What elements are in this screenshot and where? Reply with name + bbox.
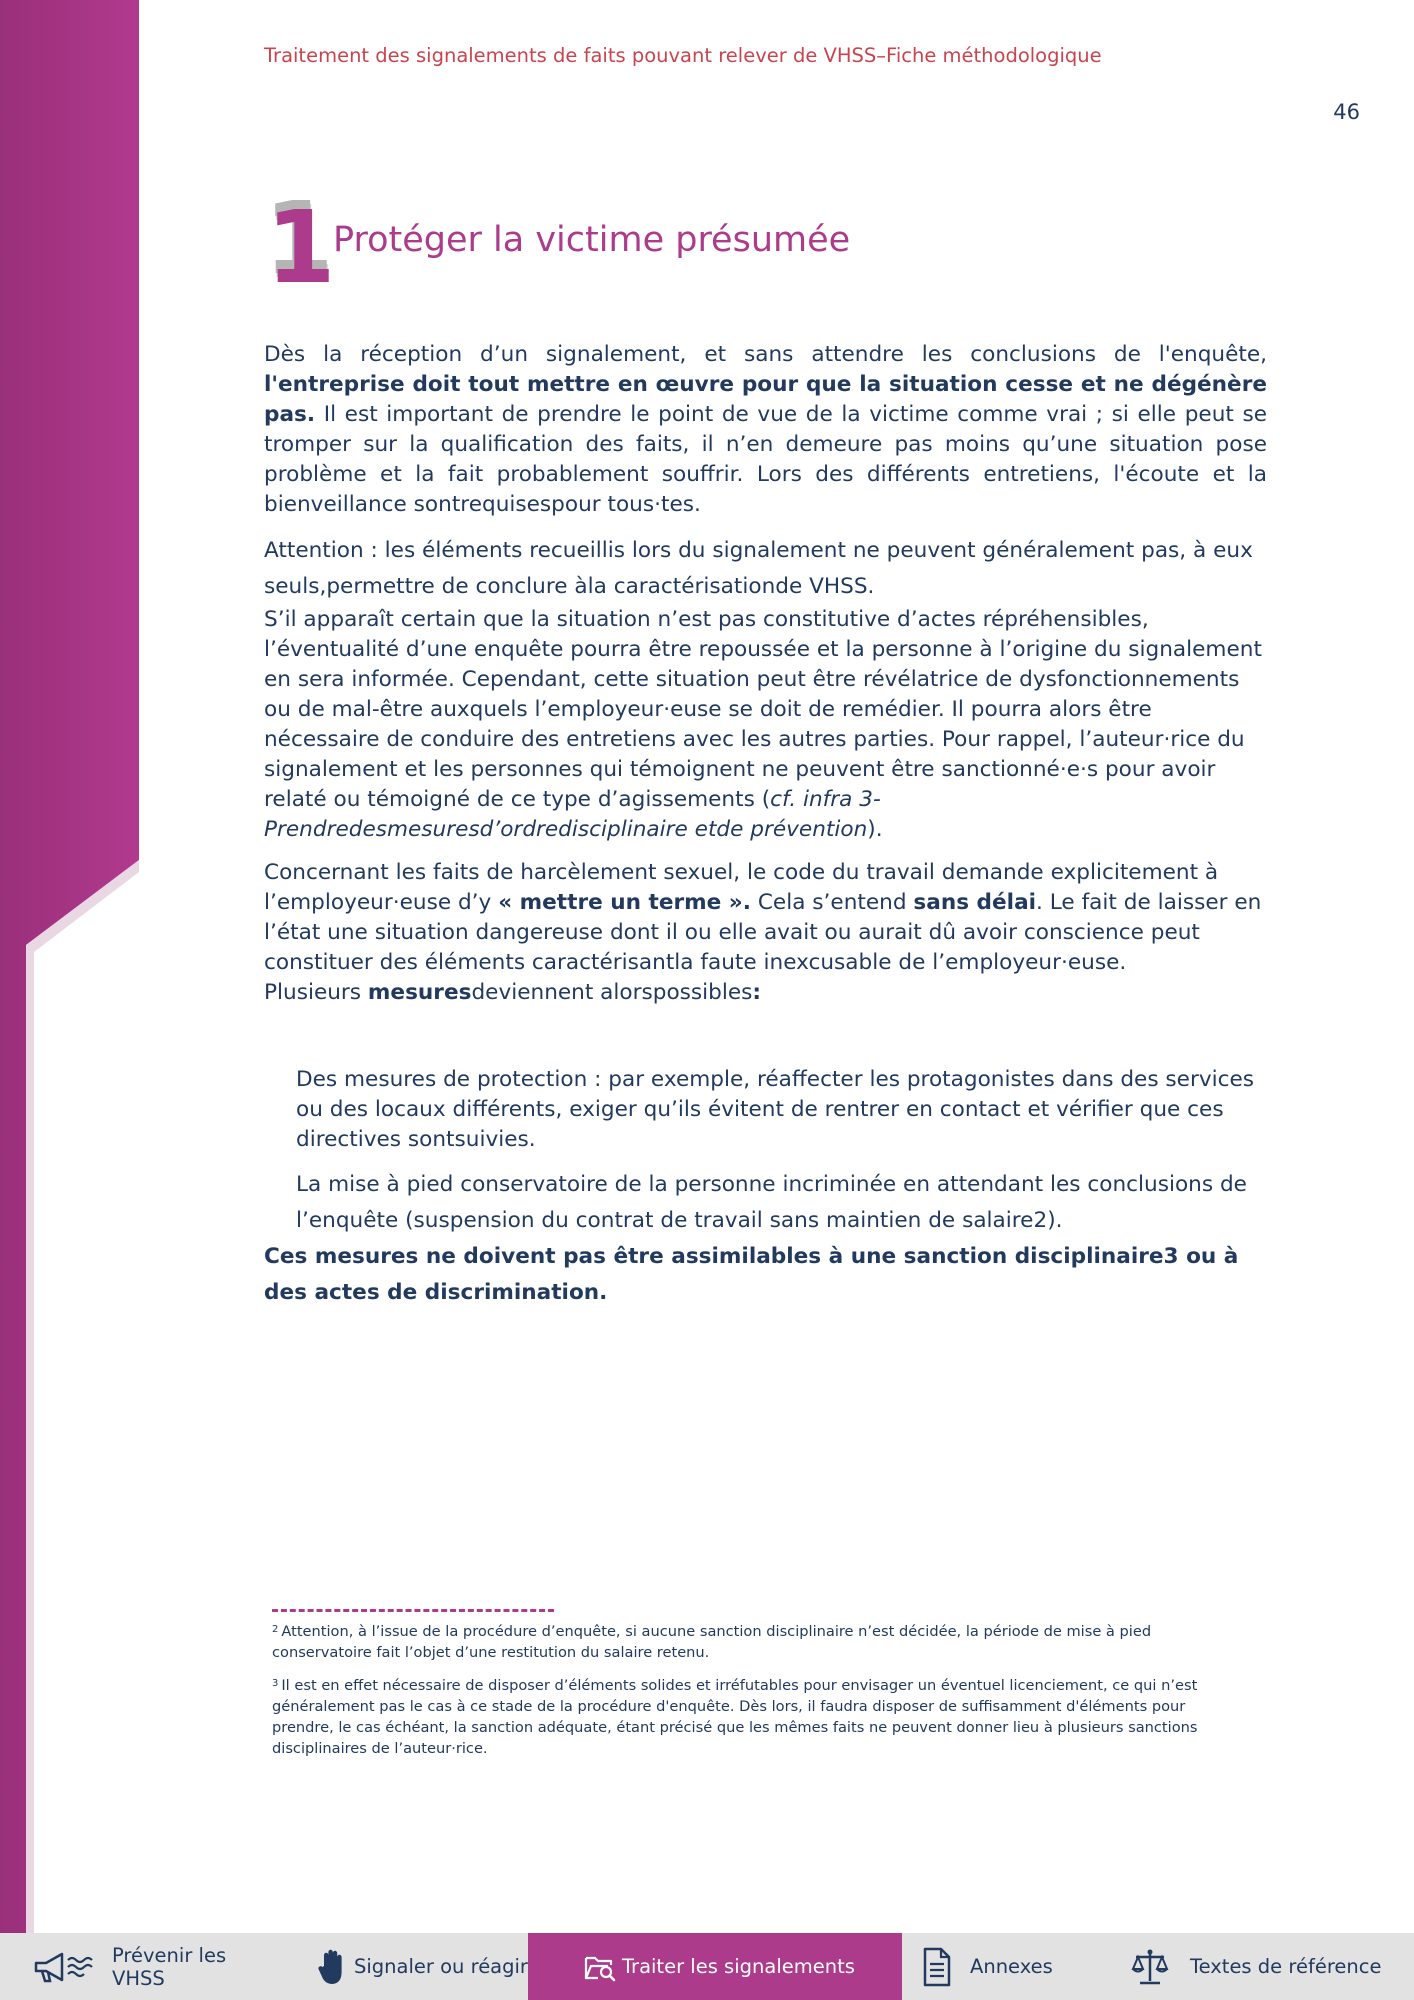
measure-suspension: La mise à pied conservatoire de la personne incriminée en attendant les conclusions de l’enquête (suspension du contrat de travail sans maintien de salaire2). <box>296 1172 1247 1233</box>
paragraph-harassment: Concernant les faits de harcèlement sexuel, le code du travail demande explicitement à l’employeur·euse d’y « mettre un terme ». Cela s’entend sans délai. Le fait de laisser en l’état une situation dangereuse dont il ou elle avait ou aurait dû avoir conscience peut constituer des éléments caractérisantla faute inexcusable de l’employeur·euse. <box>264 860 1262 975</box>
nav-label: Annexes <box>970 1955 1053 1978</box>
section-number: 1 <box>266 189 336 306</box>
paragraph-measures-intro: Plusieurs mesuresdeviennent alorspossibles: <box>264 980 762 1005</box>
measure-protection: Des mesures de protection : par exemple, réaffecter les protagonistes dans des services ou des locaux différents, exiger qu’ils évitent de rentrer en contact et vérifier que ces directives sontsuivies. <box>296 1067 1255 1152</box>
section-title: Protéger la victime présumée <box>333 220 851 260</box>
hand-icon <box>318 1948 346 1986</box>
main-content <box>264 340 1267 1311</box>
bottom-navigation <box>0 1933 1414 2000</box>
scales-icon <box>1130 1947 1170 1987</box>
sidebar-decoration <box>0 0 140 1933</box>
folder-search-icon <box>584 1952 616 1982</box>
document-icon <box>922 1947 952 1987</box>
nav-label: Signaler ou réagir <box>354 1955 528 1978</box>
nav-prevenir[interactable] <box>0 1933 282 2000</box>
footnote-2: $^2$ Attention, à l’issue de la procédure d’enquête, si aucune sanction disciplinaire n’est décidée, la période de mise à pied conservatoire fait l’objet d’une restitution du salaire retenu. <box>272 1623 1152 1661</box>
nav-label: Prévenir les VHSS <box>112 1943 227 1990</box>
running-header: Traitement des signalements de faits pouvant relever de VHSS–Fiche méthodologique <box>264 44 1102 67</box>
nav-label: Textes de référence <box>1190 1955 1382 1978</box>
footnotes <box>272 1621 1232 1759</box>
nav-textes[interactable] <box>1108 1933 1414 2000</box>
paragraph-situation: S’il apparaît certain que la situation n’est pas constitutive d’actes répréhensibles, l’éventualité d’une enquête pourra être repoussée et la personne à l’origine du signalement en sera informée. Cependant, cette situation peut être révélatrice de dysfonctionnements ou de mal-être auxquels l’employeur·euse se doit de remédier. Il pourra alors être nécessaire de conduire des entretiens avec les autres parties. Pour rappel, l’auteur·rice du signalement et les personnes qui témoignent ne peuvent être sanctionné·e·s pour avoir relaté ou témoigné de ce type d’agissements (cf. infra 3-Prendredesmesuresd’ordredisciplinaire etde prévention). <box>264 607 1262 842</box>
nav-traiter[interactable] <box>528 1933 902 2000</box>
closing-statement: Ces mesures ne doivent pas être assimilables à une sanction disciplinaire3 ou à des actes de discrimination. <box>264 1244 1239 1305</box>
nav-signaler[interactable] <box>282 1933 528 2000</box>
nav-annexes[interactable] <box>902 1933 1108 2000</box>
paragraph-intro: Dès la réception d’un signalement, et sans attendre les conclusions de l'enquête, l'entreprise doit tout mettre en œuvre pour que la situation cesse et ne dégénère pas. Il est important de prendre le point de vue de la victime comme vrai ; si elle peut se tromper sur la qualification des faits, il n’en demeure pas moins qu’une situation pose problème et la fait probablement souffrir. Lors des différents entretiens, l'écoute et la bienveillance sontrequisespour tous·tes. <box>264 342 1267 517</box>
footnote-3: $^3$ Il est en effet nécessaire de disposer d’éléments solides et irréfutables pour envisager un éventuel licenciement, ce qui n’est généralement pas le cas à ce stade de la procédure d'enquête. Dès lors, il faudra disposer de suffisamment d'éléments pour prendre, le cas échéant, la sanction adéquate, étant précisé que les mêmes faits ne peuvent donner lieu à plusieurs sanctions disciplinaires de l’auteur·rice. <box>272 1677 1198 1757</box>
megaphone-icon <box>32 1950 102 1984</box>
page-number: 46 <box>1333 100 1360 124</box>
footnote-separator <box>272 1609 554 1612</box>
nav-label: Traiter les signalements <box>622 1955 855 1978</box>
paragraph-attention: Attention : les éléments recueillis lors du signalement ne peuvent généralement pas, à eux seuls,permettre de conclure àla caractérisationde VHSS. <box>264 538 1253 599</box>
